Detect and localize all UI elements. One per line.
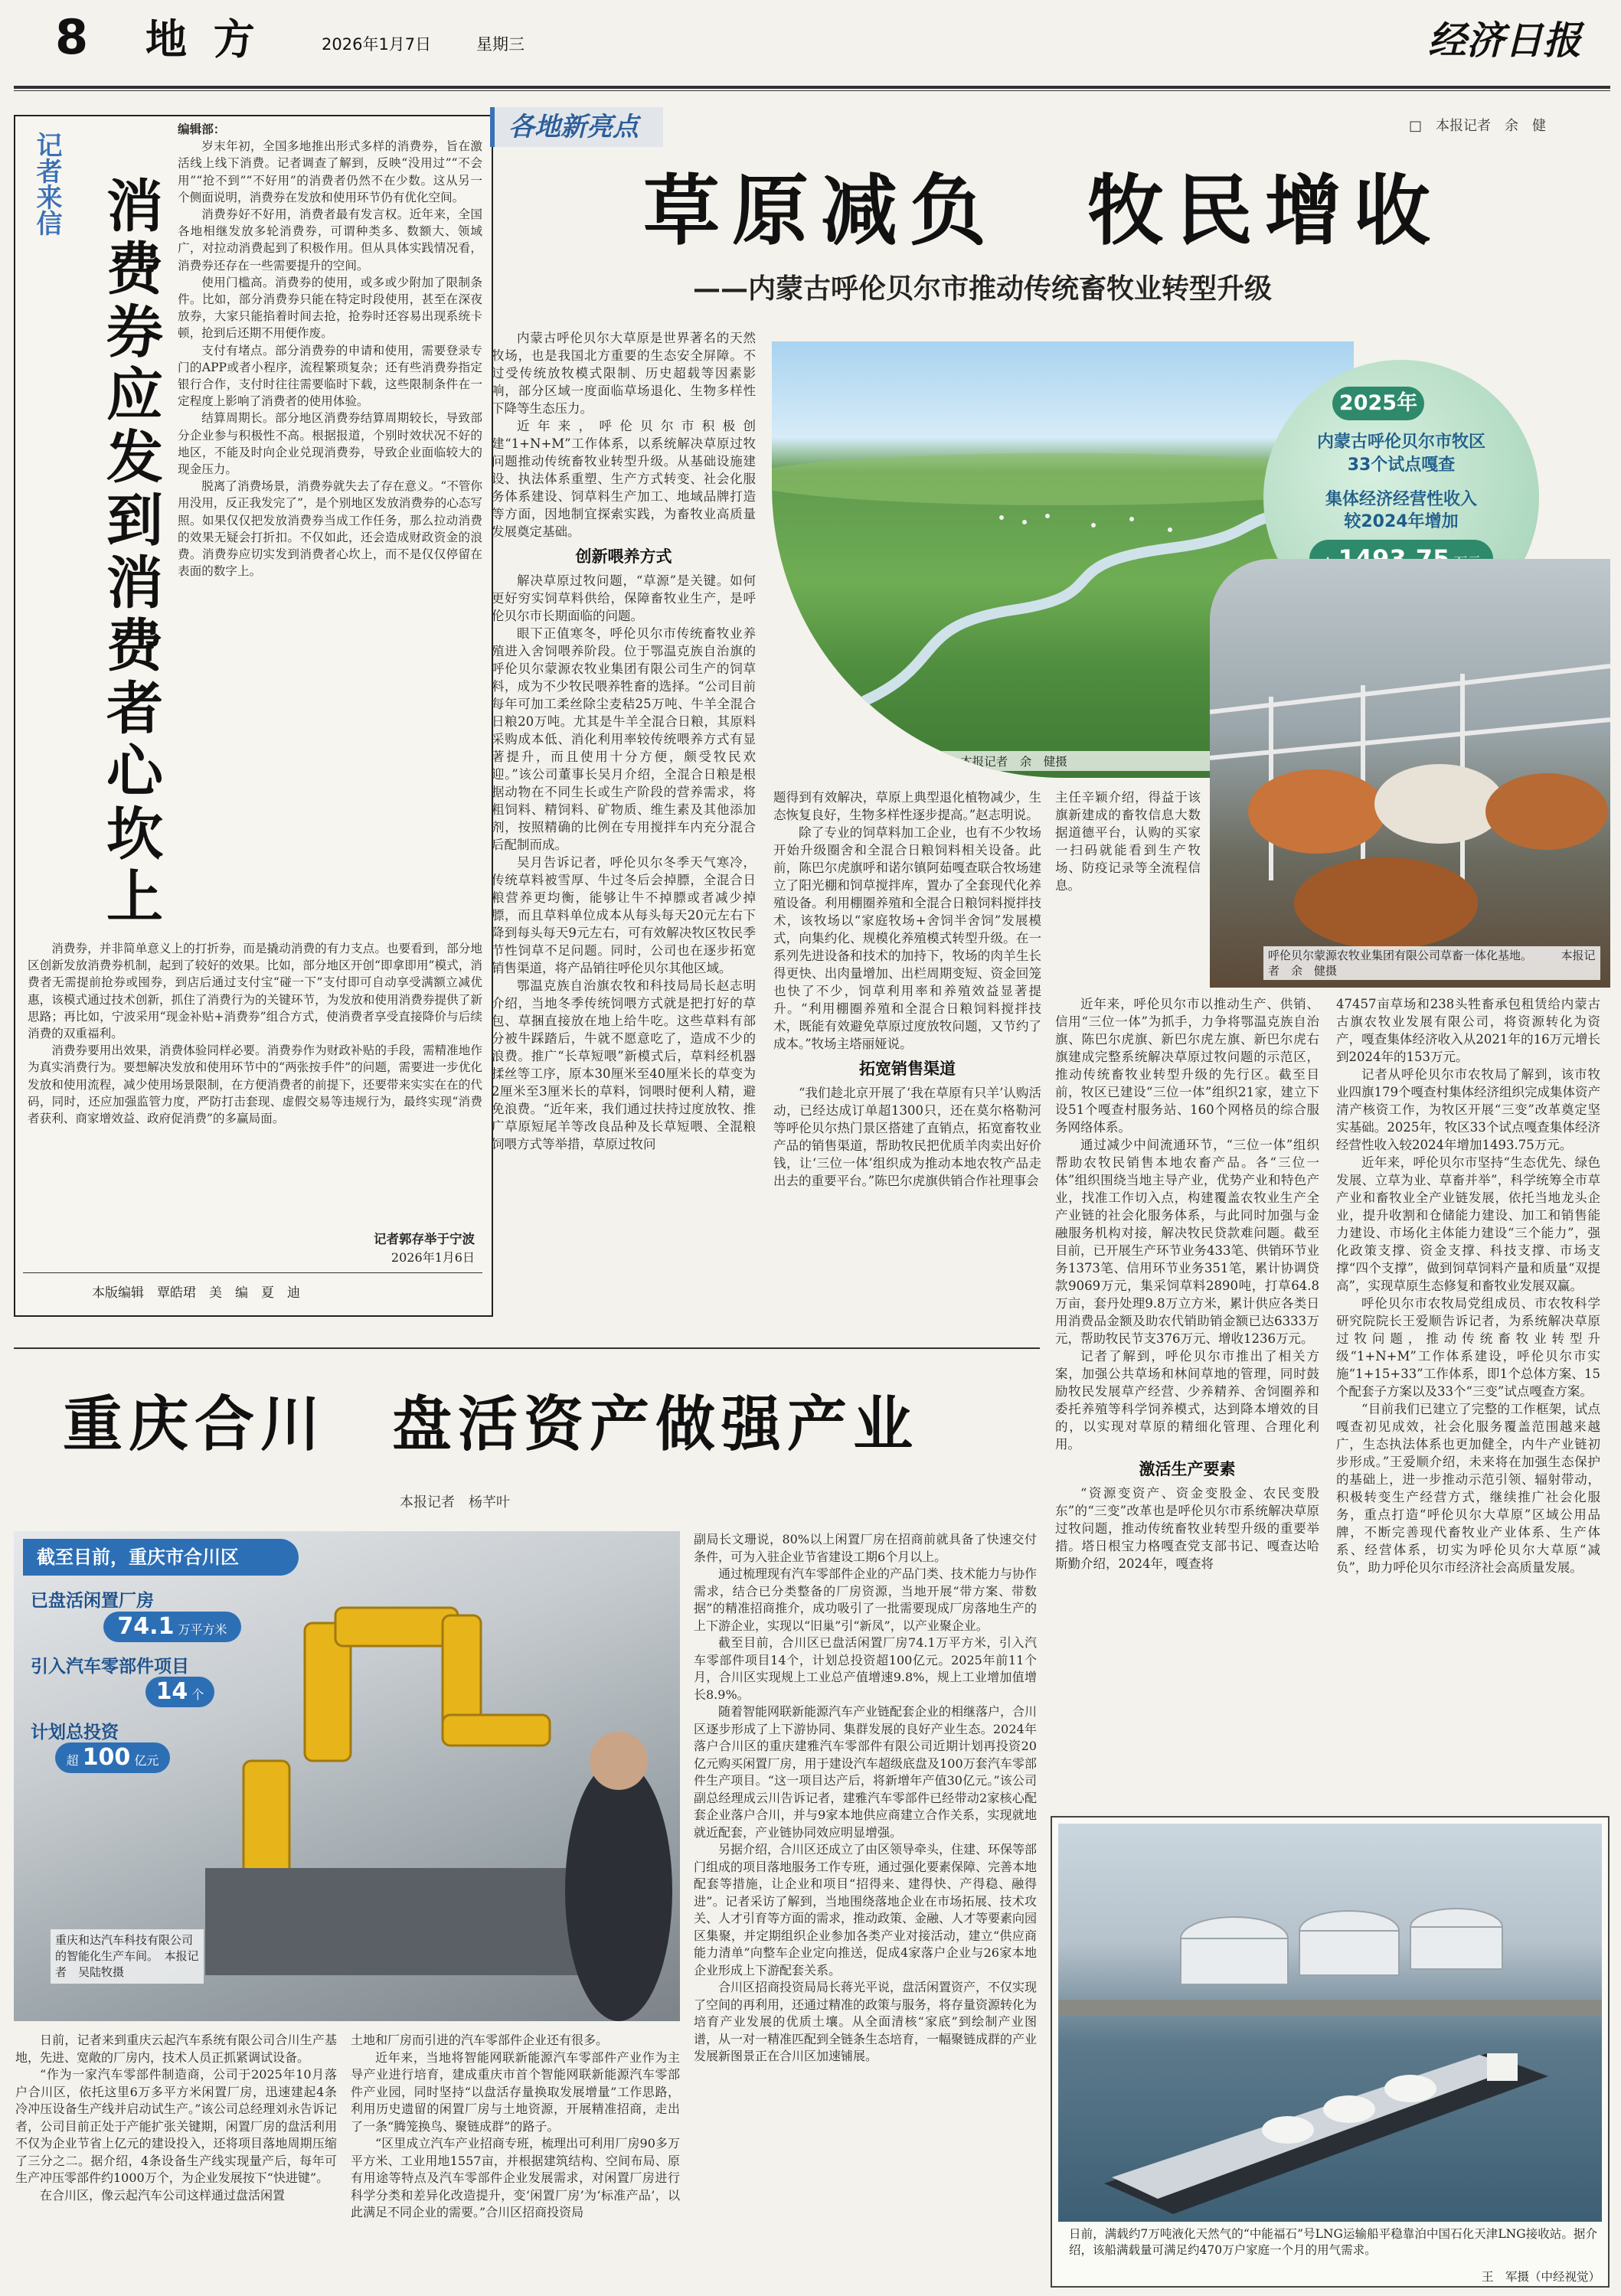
chongqing-paragraph: 在合川区，像云起汽车公司这样通过盘活闲置 <box>40 2187 286 2203</box>
grassland-paragraph: 47457亩草场和238头牲畜承包租赁给内蒙古古旗农牧业发展有限公司，将资源转化为资产，嘎查集体经济收入从2021年的16万元增长到2024年的153万元。 <box>1336 997 1600 1064</box>
grassland-column-1 <box>492 329 756 1308</box>
chongqing-paragraph: 日前，记者来到重庆云起汽车系统有限公司合川生产基地，先进、宽敞的厂房内，技术人员正抓紧调试设备。 <box>15 2033 337 2065</box>
info-item2-label: 引入汽车零部件项目 <box>31 1657 189 1677</box>
grassland-paragraph: 解决草原过牧问题，“草源”是关键。如何更好穷实饲草料供给，保障畜牧业生产，是呼伦贝尔市长期面临的问题。 <box>492 573 756 623</box>
grassland-column-4 <box>1336 995 1600 1805</box>
masthead-rule-thin <box>14 90 1610 91</box>
grassland-byline: □ 本报记者 余 健 <box>1409 118 1547 134</box>
section-name: 地 方 <box>145 15 261 64</box>
letters-paragraph: 消费券好不好用，消费者最有发言权。近年来，全国各地相继发放多轮消费券，可谓种类多、数额大、领域广，对拉动消费起到了积极作用。但从具体实践情况看，消费券还存在一些需要提升的空间。 <box>178 207 482 273</box>
letters-paragraph: 支付有堵点。部分消费券的申请和使用，需要登录专门的APP或者小程序，流程繁琐复杂；还有些消费券指定银行合作，支付时往往需要临时下载，这些限制条件在一定程度上影响了消费者的使用体验。 <box>178 343 482 409</box>
grassland-paragraph: 呼伦贝尔市农牧局党组成员、市农牧科学研究院院长王爱顺告诉记者，为系统解决草原过牧问题，推动传统畜牧业转型升级“1+N+M”工作体系建设，呼伦贝尔市实施“1+15+33”工作体系，即1个总体方案、15个配套子方案以及33个“三变”试点嘎查方案。 <box>1336 1296 1600 1399</box>
letters-paragraph: 脱离了消费场景，消费券就失去了存在意义。“不管你用没用，反正我发完了”，是个别地区发放消费券的心态写照。如果仅仅把发放消费券当成工作任务，那么拉动消费的效果无疑会打折扣。不仅如此，还会造成财政资金的浪费。消费券应切实发到消费者心坎上，而不是仅仅停留在表面的数字上。 <box>178 479 482 579</box>
chongqing-headline: 重庆合川 盘活资产做强产业 <box>63 1390 920 1459</box>
chongqing-paragraph: 随着智能网联新能源汽车产业链配套企业的相继落户，合川区逐步形成了上下游协同、集群发展的良好产业生态。2024年落户合川区的重庆建雅汽车零部件有限公司近期计划再投资20亿元购买闲置厂房，用于建设汽车超级底盘及100万套汽车零部件生产项目。“这一项目达产后，将新增年产值30亿元。”该公司副总经理成云川告诉记者，建雅汽车零部件已经带动2家核心配套企业落户合川，并与9家本地供应商建立合作关系，实现就地就近配套，产业链协同效应明显增强。 <box>694 1704 1037 1840</box>
section-subhead: 激活生产要素 <box>1139 1460 1236 1478</box>
letters-body-lower <box>28 940 482 1223</box>
cattle-photo <box>1210 559 1610 988</box>
grassland-paragraph: 通过减少中间流通环节，“三位一体”组织帮助农牧民销售本地农畜产品。各“三位一体”组织围绕当地主导产业，优势产业和特色产业，找准工作切入点，构建覆盖农牧业生产全产业链的社会化服务体系，与此同时加强与金融服务机构对接，解决牧民贷款难问题。截至目前，已开展生产环节业务433笔、供销环节业务1373笔、信用环节业务351笔，累计协调贷款9069万元，集采饲草料2890吨，打草64.8万亩，套丹处理9.8万立方米，累计供应各类日用消费品金额及助农代销助销金额已达6333万元，帮助牧民节支376万元、增收1236万元。 <box>1055 1138 1319 1346</box>
info-item3-unit: 亿元 <box>134 1753 159 1768</box>
grassland-paragraph: 近年来，呼伦贝尔市坚持“生态优先、绿色发展、立草为业、草畜并举”，科学统筹全市草产业和畜牧业全产业链发展，依托当地龙头企业，提升收割和仓储能力建设、加工和销售能力建设、市场化主体能力建设“三个能力”，强化政策支撑、资金支撑、科技支撑、市场支撑“四个支撑”，做到饲草饲料产量和质量“双提高”，实现草原生态修复和畜牧业发展双赢。 <box>1336 1155 1600 1293</box>
grassland-paragraph: 吴月告诉记者，呼伦贝尔冬季天气寒冷，传统草料被雪厚、牛过冬后会掉膘，全混合日粮营养更均衡，能够让牛不掉膘或者减少掉膘，而且草料单位成本从每头每天20元左右下降到每头每天9元左右，可有效解决牧区牧民季节性饲草不足问题。同时，公司也在逐步拓宽销售渠道，将产品销往呼伦贝尔其他区域。 <box>492 855 756 975</box>
section-subhead: 拓宽销售渠道 <box>859 1060 956 1078</box>
info-item3-value: 100 <box>82 1744 131 1771</box>
issue-weekday: 星期三 <box>476 35 525 54</box>
chongqing-paragraph: 合川区招商投资局局长蒋光平说，盘活闲置资产，不仅实现了空间的再利用，还通过精准的政策与服务，将存量资源转化为培育产业发展的优质土壤。从全面清核“家底”到绘制产业图谱，从一对一精准匹配到全链条生态培育，一幅聚链成群的产业发展新图景正在合川区加速铺展。 <box>694 1980 1037 2063</box>
letters-salutation: 编辑部： <box>178 122 226 136</box>
letters-label: 记者来信 <box>31 132 62 236</box>
lng-credit: 王 军摄（中经视觉） <box>1481 2270 1600 2284</box>
badge-line4: 较2024年增加 <box>1344 512 1459 531</box>
letters-paragraph: 岁末年初，全国多地推出形式多样的消费券，旨在激活线上线下消费。记者调查了解到，反映“没用过”“不会用”“抢不到”“不好用”的消费者仍然不在少数。这从另一个侧面说明，消费券在发放和使用环节仍有优化空间。 <box>178 139 482 204</box>
grassland-paragraph: 近年来，呼伦贝尔市积极创建“1+N+M”工作体系，以系统解决草原过牧问题推动传统畜牧业转型升级。从基础设施建设、执法体系重塑、生产方式转变、社会化服务体系建设、饲草料生产加工、地域品牌打造等方面，因地制宜探索实践，为畜牧业高质量发展奠定基础。 <box>492 419 756 539</box>
letters-title: 消费券应发到消费者心坎上 <box>97 176 163 929</box>
grassland-paragraph: 近年来，呼伦贝尔市以推动生产、供销、信用“三位一体”为抓手，力争将鄂温克族自治旗、陈巴尔虎旗、新巴尔虎左旗、新巴尔虎右旗建成完整系统解决草原过牧问题的示范区，推动传统畜牧业转型升级的先行区。截至目前，牧区已建设“三位一体”组织21家，建立下设51个嘎查村服务站、160个网格员的综合服务网络体系。 <box>1055 997 1319 1135</box>
info-item2-value: 14 <box>155 1678 188 1705</box>
badge-year: 2025年 <box>1332 387 1424 420</box>
letters-paragraph: 使用门槛高。消费券的使用，或多或少附加了限制条件。比如，部分消费券只能在特定时段使用，甚至在深夜放券，大家只能掐着时间去抢，抢券时还容易出现系统卡顿，抢到后还期不用便作废。 <box>178 275 482 341</box>
chongqing-column-3 <box>694 1531 1037 2288</box>
grassland-paragraph: 题得到有效解决，草原上典型退化植物减少，生态恢复良好，生物多样性逐步提高。”赵志明说。 <box>773 790 1041 822</box>
section-divider <box>14 1347 1040 1349</box>
grassland-column-2 <box>773 789 1041 1308</box>
badge-line1: 内蒙古呼伦贝尔市牧区 <box>1316 433 1485 452</box>
info-item2-valuebox <box>145 1677 214 1707</box>
factory-photo-caption: 重庆和达汽车科技有限公司的智能化生产车间。 本报记者 吴陆牧摄 <box>51 1929 204 1984</box>
chongqing-paragraph: 另据介绍，合川区还成立了由区领导牵头，住建、环保等部门组成的项目落地服务工作专班，通过强化要素保障、完善本地配套等措施，让企业和项目“招得来、建得快、产得稳、融得进”。记者采访了解到，当地围绕落地企业在市场拓展、技术攻关、人才引育等方面的需求，推动政策、金融、人才等要素向园区集聚，并定期组织企业参加各类产业对接活动，建立“供应商能力清单”向整车企业定向推送，促成4家落户企业与26家本地企业形成上下游配套关系。 <box>694 1842 1037 1978</box>
grassland-paragraph: “我们趁北京开展了‘我在草原有只羊’认购活动，已经达成订单超1300只，还在莫尔格勒河等呼伦贝尔热门景区搭建了直销点，拓宽畜牧业产品的销售渠道，帮助牧民把优质羊肉卖出好价钱，让‘三位一体’组织成为推动本地农牧产品走出去的重要平台。”陈巴尔虎旗供销合作社理事会 <box>773 1086 1041 1188</box>
chongqing-byline: 本报记者 杨芊叶 <box>400 1494 510 1511</box>
info-item3-label: 计划总投资 <box>31 1723 119 1742</box>
lng-ship-icon <box>1058 1824 1602 2222</box>
info-item3-prefix: 超 <box>66 1753 79 1768</box>
grassland-paragraph: “资源变资产、资金变股金、农民变股东”的“三变”改革也是呼伦贝尔市系统解决草原过牧问题，推动传统畜牧业转型升级的重要举措。塔日根宝力格嘎查党支部书记、嘎查达哈斯勤介绍，2024年，嘎查将 <box>1055 1486 1319 1571</box>
chongqing-paragraph: 通过梳理现有汽车零部件企业的产品门类、技术能力与协作需求，结合已分类整备的厂房资源，当地开展“带方案、带数据”的精准招商推介，成功吸引了一批需要现成厂房落地生产的上下游企业，实现以“旧巢”引“新凤”，以产业聚企业。 <box>694 1566 1037 1633</box>
cattle-photo-caption: 呼伦贝尔蒙源农牧业集团有限公司草畜一体化基地。 本报记者 余 健摄 <box>1263 946 1600 980</box>
chongqing-paragraph: 土地和厂房而引进的汽车零部件企业还有很多。 <box>351 2033 609 2047</box>
chongqing-paragraph: “区里成立汽车产业招商专班，梳理出可利用厂房90多万平方米、工业用地1557亩，并根据建筑结构、空间布局、原有用途等特点及汽车零部件企业发展需求，对闲置厂房进行科学分类和差异化改造提升，变‘闲置厂房’为‘标准产品’，以此满足不同企业的需要。”合川区招商投资局 <box>351 2136 680 2219</box>
paper-logo: 经济日报 <box>1428 18 1581 63</box>
letters-body-upper <box>178 121 482 936</box>
letters-signature: 记者郭存举于宁波 <box>374 1232 475 1246</box>
chongqing-paragraph: 副局长文珊说，80%以上闲置厂房在招商前就具备了快速交付条件，可为入驻企业节省建设工期6个月以上。 <box>694 1532 1037 1564</box>
grassland-paragraph: 记者了解到，呼伦贝尔市推出了相关方案，加强公共草场和林间草地的管理，同时鼓励牧民发展草产经营、少养精养、舍饲圈养和委托养殖等科学饲养模式，达到降本增效的目的，以实现对草原的精细化管理、合理化利用。 <box>1055 1349 1319 1452</box>
info-item3-valuebox <box>55 1742 170 1773</box>
grassland-column-3 <box>1055 995 1319 1805</box>
grassland-column-3a <box>1055 789 1201 1011</box>
info-item2-unit: 个 <box>191 1687 204 1702</box>
letters-paragraph: 结算周期长。部分地区消费券结算周期较长，导致部分企业参与积极性不高。根据报道，个别时效状况不好的地区，不能及时向企业兑现消费券，导致企业面临较大的现金压力。 <box>178 411 482 477</box>
barn-icon <box>1210 559 1610 988</box>
chongqing-paragraph: 截至目前，合川区已盘活闲置厂房74.1万平方米，引入汽车零部件项目14个，计划总投资超100亿元。2025年前11个月，合川区实现规上工业总产值增速9.8%，规上工业增加值增长8.9%。 <box>694 1635 1037 1702</box>
grassland-headline: 草原减负 牧民增收 <box>643 165 1443 256</box>
masthead-rule <box>14 86 1610 89</box>
info-item1-label: 已盘活闲置厂房 <box>31 1591 154 1611</box>
letters-paragraph: 消费券要用出效果，消费体验同样必要。消费券作为财政补贴的手段，需精准地作为真实消费行为。要想解决发放和使用环节中的“两张按手件”的问题，需要进一步优化发放和使用流程，减少使用场景限制，在方便消费者的前提下，还要带来实实在在的代码，同时，还应加强监管力度，严防打击套现、虚假交易等违规行为，最终实现“消费者获利、商家增效益、政府促消费”的多赢局面。 <box>28 1043 482 1126</box>
grassland-paragraph: 主任辛颖介绍，得益于该旗新建成的畜牧信息大数据道德平台，认购的买家一扫码就能看到生产牧场、防疫记录等全流程信息。 <box>1055 790 1201 893</box>
badge-line2: 33个试点嘎查 <box>1347 456 1456 475</box>
grassland-photo-caption: 夏季的呼伦贝尔大草原。 本报记者 余 健摄 <box>818 751 1323 771</box>
kicker-tag: 各地新亮点 <box>490 107 663 147</box>
letters-sign-date: 2026年1月6日 <box>391 1250 475 1265</box>
grassland-subhead: ——内蒙古呼伦贝尔市推动传统畜牧业转型升级 <box>693 273 1273 305</box>
chongqing-column-1 <box>15 2032 337 2288</box>
issue-date: 2026年1月7日 <box>322 35 432 54</box>
editors-line: 本版编辑 覃皓珺 美 编 夏 迪 <box>92 1285 300 1301</box>
letters-paragraph: 消费券，并非简单意义上的打折券，而是撬动消费的有力支点。也要看到，部分地区创新发放消费券机制，起到了较好的效果。比如，部分地区开创“即拿即用”模式，消费者无需提前抢券或囤券，到店后通过支付宝“碰一下”支付即可自动享受满额立减优惠，该模式通过技术创新，抓住了消费行为的关键环节，为发放和使用消费券提供了新思路；再比如，宁波采用“现金补贴+消费券”组合方式，使消费者享受直接降价与后续消费的双重福利。 <box>28 942 482 1041</box>
info-title: 截至目前，重庆市合川区 <box>23 1539 299 1576</box>
badge-line3: 集体经济经营性收入 <box>1325 490 1477 509</box>
lng-photo <box>1058 1824 1602 2222</box>
section-subhead: 创新喂养方式 <box>575 547 672 566</box>
info-item1-valuebox <box>103 1612 241 1642</box>
info-item1-value: 74.1 <box>117 1613 175 1640</box>
page-number: 8 <box>55 9 89 65</box>
chongqing-paragraph: 近年来，当地将智能网联新能源汽车零部件产业作为主导产业进行培育，建成重庆市首个智能网联新能源汽车零部件产业园，同时坚持“以盘活存量换取发展增量”工作思路，利用历史遗留的闲置厂房与土地资源，开展精准招商，走出了一条“腾笼换鸟、聚链成群”的路子。 <box>351 2049 680 2134</box>
info-item1-unit: 万平方米 <box>178 1622 227 1637</box>
editors-rule <box>23 1272 482 1273</box>
chongqing-column-2 <box>351 2032 680 2288</box>
grassland-paragraph: 除了专业的饲草料加工企业，也有不少牧场开始升级圈舍和全混合日粮饲料相关设备。此前，陈巴尔虎旗呼和诺尔镇阿茹嘎查联合牧场建立了阳光棚和饲草搅拌库，置办了全套现代化养殖设备。利用棚圈养殖和全混合日粮饲料搅拌技术，该牧场以“家庭牧场+舍饲半舍饲”发展模式，向集约化、规模化养殖模式转型升级。在一系列先进设备和技术的加持下，牧场的肉羊生长得更快、出肉量增加、出栏周期变短、资金回笼也快了不少，饲草利用率和养殖效益显著提升。“利用棚圈养殖和全混合日粮饲料搅拌技术，既能有效避免草原过度放牧问题，又节约了成本。”牧场主塔丽娅说。 <box>773 825 1041 1051</box>
lng-caption <box>1069 2226 1597 2258</box>
lng-caption-text: 日前，满载约7万吨液化天然气的“中能福石”号LNG运输船平稳靠泊中国石化天津LNG接收站。据介绍，该船满载量可满足约470万户家庭一个月的用气需求。 <box>1069 2227 1597 2257</box>
grassland-paragraph: 鄂温克族自治旗农牧和科技局局长赵志明介绍，当地冬季传统饲喂方式就是把打好的草包、草捆直接放在地上给牛吃。这些草料有部分被牛踩踏后，牛就不愿意吃了，造成不少的浪费。推广“长草短喂”新模式后，草料经机器揉丝等工序，原本30厘米至40厘米长的草变为2厘米至3厘米长的草料，饲喂时便利人精，避免浪费。“近年来，我们通过扶持过度放牧、推广草原短尾羊等改良品种及长草短喂、全混粮饲喂方式等举措，草原过牧问 <box>492 978 756 1151</box>
grassland-paragraph: 眼下正值寒冬，呼伦贝尔市传统畜牧业养殖进入舍饲喂养阶段。位于鄂温克族自治旗的呼伦贝尔蒙源农牧业集团有限公司生产的饲草料，成为不少牧民喂养牲畜的选择。“公司目前每年可加工柔丝除尘麦秸25万吨、牛羊全混合日粮20万吨。尤其是牛羊全混合日粮，其原料采购成本低、消化利用率较传统喂养方式有显著提升，而且使用十分方便，颇受牧民欢迎。”该公司董事长吴月介绍，全混合日粮是根据动物在不同生长或生产阶段的营养需求，将粗饲料、精饲料、矿物质、维生素及其他添加剂，按照精确的比例在专用搅拌车内充分混合后配制而成。 <box>492 626 756 852</box>
masthead <box>0 0 1621 65</box>
grassland-paragraph: 记者从呼伦贝尔市农牧局了解到，该市牧业四旗179个嘎查村集体经济组织完成集体资产清产核资工作，为牧区开展“三变”改革奠定坚实基础。2025年，牧区33个试点嘎查集体经济经营性收入较2024年增加1493.75万元。 <box>1336 1067 1600 1152</box>
grassland-paragraph: 内蒙古呼伦贝尔大草原是世界著名的天然牧场，也是我国北方重要的生态安全屏障。不过受传统放牧模式限制、历史超载等因素影响，部分区域一度面临草场退化、生物多样性下降等生态压力。 <box>492 331 756 416</box>
grassland-paragraph: “目前我们已建立了完整的工作框架，试点嘎查初见成效，社会化服务覆盖范围越来越广，生态执法体系也更加健全，内牛产业链初步形成。”王爱顺介绍，未来将在加强生态保护的基础上，进一步推动示范引领、辐射带动，积极转变生产经营方式，继续推广社会化服务，重点打造“呼伦贝尔大草原”区域公用品牌，不断完善现代畜牧业产业体系、生产体系、经营体系，切实为呼伦贝尔大草原“减负”，助力呼伦贝尔市经济社会高质量发展。 <box>1336 1402 1600 1575</box>
chongqing-paragraph: “作为一家汽车零部件制造商，公司于2025年10月落户合川区，依托这里6万多平方米闲置厂房，迅速建起4条冷冲压设备生产线并启动试生产。”该公司总经理刘永告诉记者，公司目前正处于产能扩张关键期，闲置厂房的盘活利用不仅为企业节省上亿元的建设投入，还将项目落地周期压缩了三分之二。据介绍，4条设备生产线实现量产后，每年可生产冲压零部件约1000万个，为企业发展按下“快进键”。 <box>15 2067 337 2185</box>
